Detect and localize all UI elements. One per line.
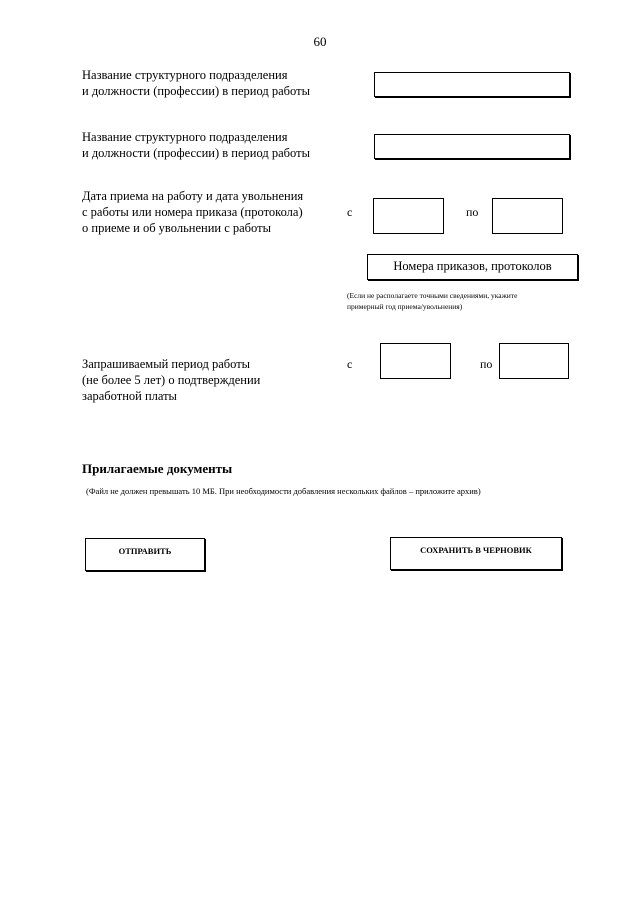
hire-to-input[interactable] bbox=[492, 198, 563, 234]
department-label-2: Название структурного подразделения и должности (профессии) в период работы bbox=[82, 130, 310, 160]
hire-from-label: с bbox=[347, 205, 353, 219]
hire-dates-label: Дата приема на работу и дата увольнения с работы или номера приказа (протокола) о приеме и об увольнении с работы bbox=[82, 189, 304, 235]
hire-to-label: по bbox=[466, 205, 479, 219]
period-from-input[interactable] bbox=[380, 343, 451, 379]
period-to-input[interactable] bbox=[499, 343, 569, 379]
hire-from-input[interactable] bbox=[373, 198, 444, 234]
department-label-1: Название структурного подразделения и должности (профессии) в период работы bbox=[82, 68, 310, 98]
attachments-heading: Прилагаемые документы bbox=[82, 461, 233, 476]
department-input-2[interactable] bbox=[374, 134, 570, 159]
period-from-label: с bbox=[347, 357, 353, 371]
page-number: 60 bbox=[313, 34, 327, 49]
send-button[interactable]: ОТПРАВИТЬ bbox=[85, 538, 205, 571]
requested-period-label: Запрашиваемый период работы (не более 5 лет) о подтверждении заработной платы bbox=[82, 357, 261, 403]
attachments-note: (Файл не должен превышать 10 МБ. При необходимости добавления нескольких файлов – приложите архив) bbox=[86, 486, 481, 496]
period-to-label: по bbox=[480, 357, 493, 371]
save-draft-button[interactable]: СОХРАНИТЬ В ЧЕРНОВИК bbox=[390, 537, 562, 570]
hire-dates-hint: (Если не располагаете точными сведениями, укажите примерный год приема/увольнения) bbox=[347, 291, 518, 311]
orders-numbers-button[interactable]: Номера приказов, протоколов bbox=[367, 254, 578, 280]
department-input-1[interactable] bbox=[374, 72, 570, 97]
